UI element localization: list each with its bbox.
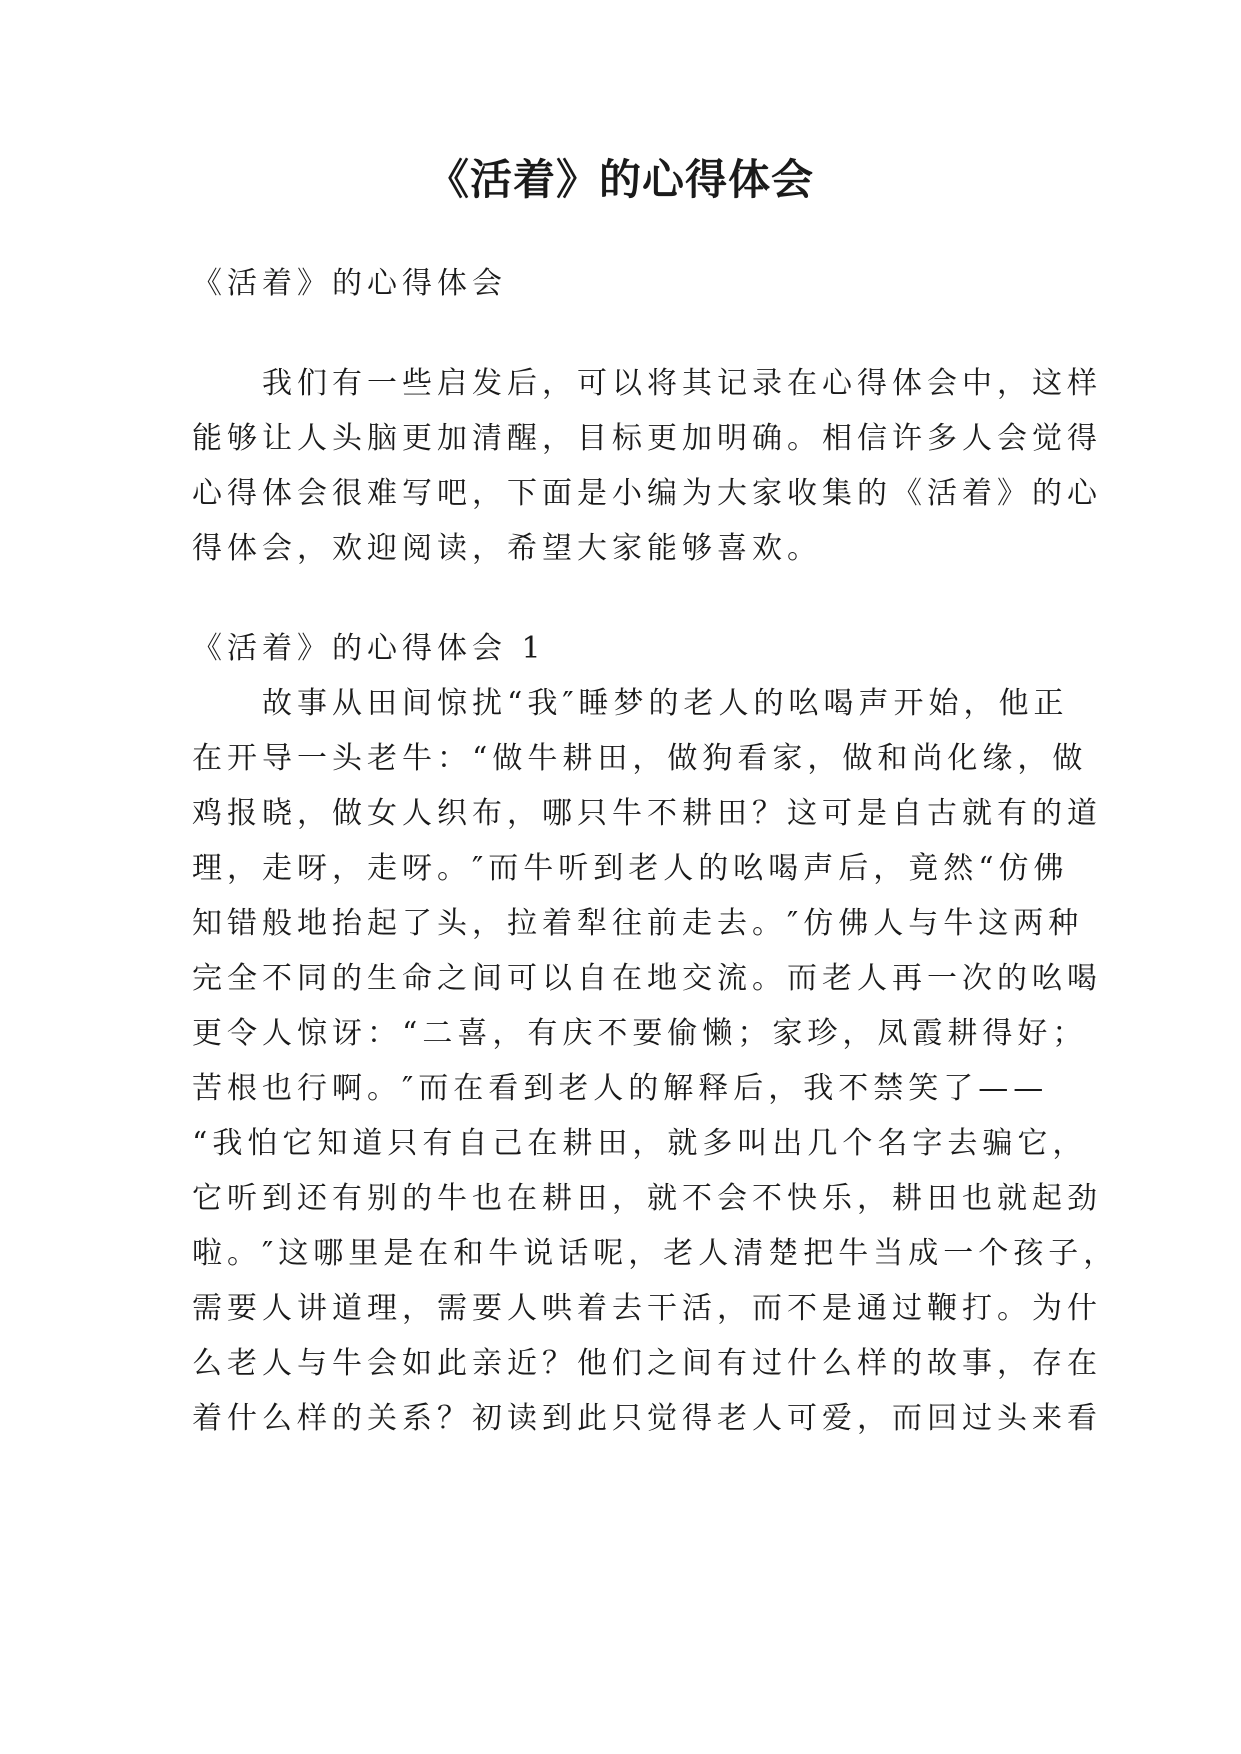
body-line: 鸡报晓，做女人织布，哪只牛不耕田？这可是自古就有的道: [192, 796, 1102, 831]
body-line: 知错般地抬起了头，拉着犁往前走去。″仿佛人与牛这两种: [192, 906, 1084, 941]
body-line: 啦。″这哪里是在和牛说话呢，老人清楚把牛当成一个孩子，: [192, 1236, 1119, 1271]
document-title: 《活着》的心得体会: [426, 155, 814, 204]
body-line: “我怕它知道只有自己在耕田，就多叫出几个名字去骗它，: [192, 1126, 1088, 1161]
body-line: 着什么样的关系？初读到此只觉得老人可爱，而回过头来看: [192, 1401, 1102, 1436]
body-line: 么老人与牛会如此亲近？他们之间有过什么样的故事，存在: [192, 1346, 1102, 1381]
body-line: 更令人惊讶：“二喜，有庆不要偷懒；家珍，凤霞耕得好；: [192, 1016, 1088, 1051]
body-line: 理，走呀，走呀。″而牛听到老人的吆喝声后，竟然“仿佛: [192, 851, 1069, 886]
body-line: 需要人讲道理，需要人哄着去干活，而不是通过鞭打。为什: [192, 1291, 1102, 1326]
body-line: 完全不同的生命之间可以自在地交流。而老人再一次的吆喝: [192, 961, 1102, 996]
body-line: 在开导一头老牛：“做牛耕田，做狗看家，做和尚化缘，做: [192, 741, 1088, 776]
document-subtitle: 《活着》的心得体会: [192, 266, 507, 301]
intro-line: 我们有一些启发后，可以将其记录在心得体会中，这样: [192, 366, 1102, 401]
body-line: 它听到还有别的牛也在耕田，就不会不快乐，耕田也就起劲: [192, 1181, 1102, 1216]
intro-line: 得体会，欢迎阅读，希望大家能够喜欢。: [192, 531, 822, 566]
intro-line: 能够让人头脑更加清醒，目标更加明确。相信许多人会觉得: [192, 421, 1102, 456]
intro-line: 心得体会很难写吧，下面是小编为大家收集的《活着》的心: [192, 476, 1102, 511]
body-line: 故事从田间惊扰“我″睡梦的老人的吆喝声开始，他正: [192, 686, 1069, 721]
body-line: 苦根也行啊。″而在看到老人的解释后，我不禁笑了——: [192, 1071, 1049, 1106]
section-heading: 《活着》的心得体会 1: [192, 631, 546, 666]
